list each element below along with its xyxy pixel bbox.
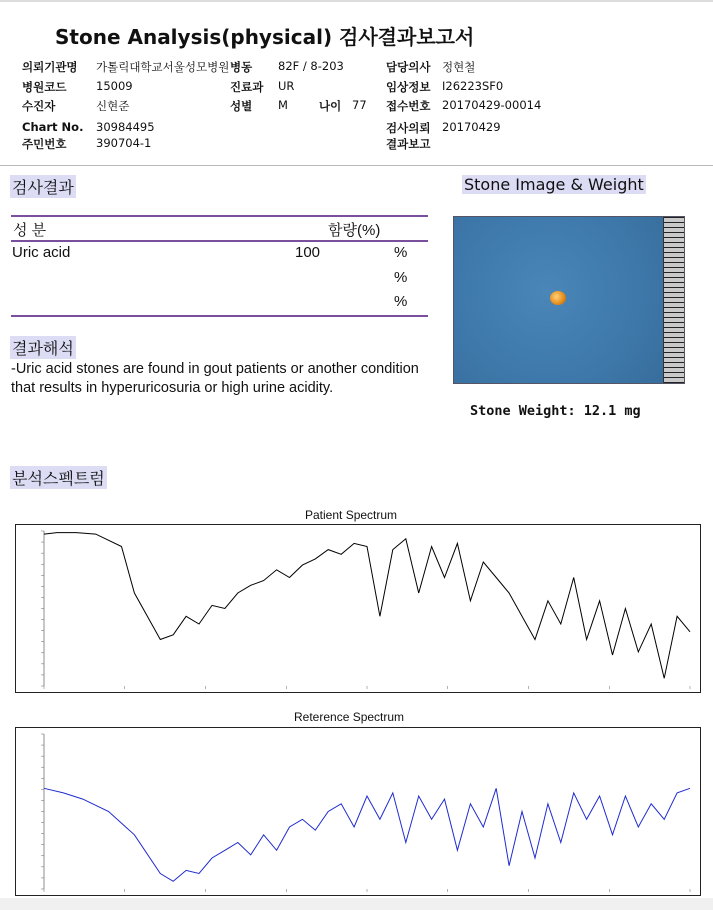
report-date-label: 결과보고 — [386, 137, 431, 151]
stone-specimen — [550, 291, 566, 305]
resident-label: 주민번호 — [22, 137, 67, 151]
stone-weight: Stone Weight: 12.1 mg — [470, 403, 641, 419]
stone-photo — [453, 216, 685, 384]
doctor-value: 정현철 — [442, 60, 476, 74]
hospital-code-label: 병원코드 — [22, 80, 67, 94]
results-bottom-rule — [11, 315, 428, 317]
department-value: UR — [278, 79, 295, 93]
department-label: 진료과 — [230, 80, 264, 94]
interpretation-heading: 결과해석 — [10, 336, 76, 359]
result-unit: % — [394, 244, 408, 261]
receipt-label: 접수번호 — [386, 99, 431, 113]
reference-spectrum-line — [44, 788, 690, 881]
age-label: 나이 — [319, 99, 342, 113]
patient-spectrum-title: Patient Spectrum — [305, 508, 398, 522]
ward-label: 병동 — [230, 60, 253, 74]
receipt-value: 20170429-00014 — [442, 98, 542, 112]
measurement-ruler — [663, 217, 684, 383]
institution-label: 의뢰기관명 — [22, 60, 78, 74]
result-value: 100 — [295, 244, 321, 261]
interpretation-text: -Uric acid stones are found in gout patients or another condition that results in hyperuricosuria or high urine acidity. — [11, 361, 419, 396]
reference-spectrum-chart — [15, 727, 701, 896]
result-unit: % — [394, 269, 408, 286]
sex-label: 성별 — [230, 99, 253, 113]
chart-no-label: Chart No. — [22, 120, 84, 134]
clinical-info-label: 임상정보 — [386, 80, 431, 94]
results-header-rule — [11, 240, 428, 242]
request-date-value: 20170429 — [442, 120, 501, 134]
stone-image-heading: Stone Image & Weight — [464, 175, 644, 194]
results-top-rule — [11, 215, 428, 217]
clinical-info-value: I26223SF0 — [442, 79, 504, 93]
reference-spectrum-title: Reterence Spectrum — [294, 710, 405, 724]
results-heading: 검사결과 — [10, 175, 76, 198]
hospital-code-value: 15009 — [96, 79, 133, 93]
patient-spectrum-line — [44, 533, 690, 679]
age-value: 77 — [352, 98, 367, 112]
patient-spectrum-svg — [16, 525, 700, 692]
spectrum-heading: 분석스펙트럼 — [10, 466, 107, 489]
sex-value: M — [278, 98, 288, 112]
institution-value: 가톨릭대학교서울성모병원 — [96, 60, 230, 74]
doctor-label: 담당의사 — [386, 60, 431, 74]
examinee-value: 신현준 — [96, 99, 130, 113]
reference-spectrum-svg — [16, 728, 700, 895]
page-bottom-band — [0, 898, 713, 910]
examinee-label: 수진자 — [22, 99, 56, 113]
chart-no-value: 30984495 — [96, 120, 155, 134]
content-column-header: 함량(%) — [328, 222, 381, 239]
request-date-label: 검사의뢰 — [386, 121, 431, 135]
component-column-header: 성 분 — [13, 222, 47, 239]
result-component: Uric acid — [12, 244, 71, 261]
patient-spectrum-chart — [15, 524, 701, 693]
report-title: Stone Analysis(physical) 검사결과보고서 — [55, 25, 475, 49]
resident-value: 390704-1 — [96, 136, 152, 150]
ward-value: 82F / 8-203 — [278, 59, 344, 73]
result-unit: % — [394, 293, 408, 310]
